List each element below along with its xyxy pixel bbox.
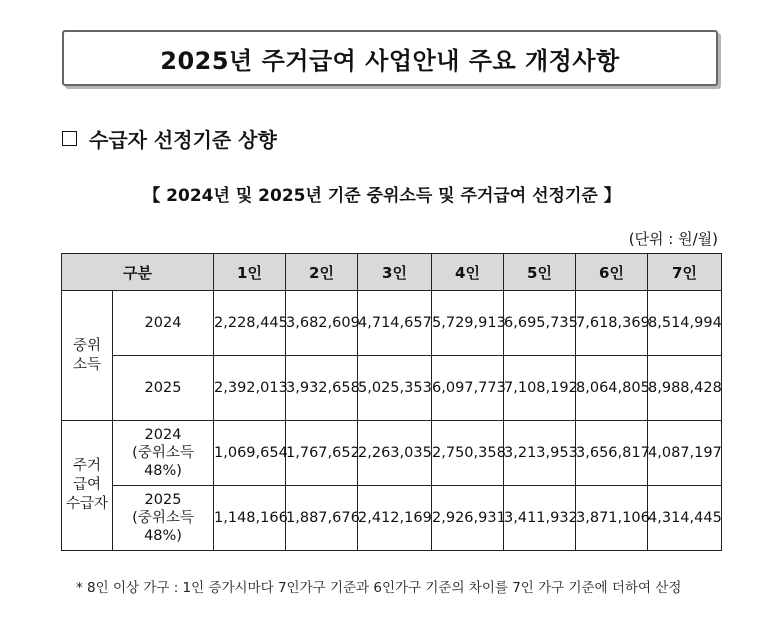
row-year: 2025 [144, 380, 182, 396]
header-cell-6p: 6인 [576, 254, 648, 291]
group-label-line: 중위 [72, 337, 101, 354]
row-year-note: (중위소득 48%) [132, 510, 194, 544]
group-label-line: 소득 [72, 356, 101, 373]
table-row [62, 356, 722, 421]
header-cell-4p: 4인 [432, 254, 504, 291]
table-row [62, 291, 722, 356]
row-year: 2024 [144, 427, 182, 443]
checkbox-square-icon [62, 131, 77, 146]
value-cell: 2,228,445 [214, 291, 286, 356]
value-cell: 3,871,106 [576, 486, 648, 551]
value-cell: 2,263,035 [358, 421, 432, 486]
value-cell: 8,064,805 [576, 356, 648, 421]
value-cell: 6,695,735 [504, 291, 576, 356]
group-label-line: 급여 [72, 477, 101, 493]
value-cell: 2,926,931 [432, 486, 504, 551]
table-header-row [62, 254, 722, 291]
value-cell: 8,988,428 [648, 356, 722, 421]
value-cell: 7,618,369 [576, 291, 648, 356]
table-caption: 【 2024년 및 2025년 기준 중위소득 및 주거급여 선정기준 】 [143, 186, 621, 206]
header-cell-7p: 7인 [648, 254, 722, 291]
value-cell: 5,729,913 [432, 291, 504, 356]
header-cell-1p: 1인 [214, 254, 286, 291]
row-year: 2025 [144, 492, 182, 508]
table-row [62, 421, 722, 486]
value-cell: 5,025,353 [358, 356, 432, 421]
unit-note: (단위 : 원/월) [628, 230, 718, 248]
value-cell: 4,714,657 [358, 291, 432, 356]
header-cell-2p: 2인 [286, 254, 358, 291]
header-cell-category: 구분 [62, 254, 214, 291]
value-cell: 3,682,609 [286, 291, 358, 356]
row-year-cell [113, 291, 214, 356]
section-heading [62, 124, 277, 153]
row-year-cell [113, 486, 214, 551]
value-cell: 3,932,658 [286, 356, 358, 421]
value-cell: 3,411,932 [504, 486, 576, 551]
row-year-cell [113, 421, 214, 486]
value-cell: 1,148,166 [214, 486, 286, 551]
section-heading-text: 수급자 선정기준 상향 [89, 128, 277, 152]
value-cell: 3,656,817 [576, 421, 648, 486]
document-title: 2025년 주거급여 사업안내 주요 개정사항 [160, 46, 620, 75]
group-label-median-income [62, 291, 113, 421]
selection-criteria-table [61, 253, 722, 551]
value-cell: 1,887,676 [286, 486, 358, 551]
table-row [62, 486, 722, 551]
value-cell: 4,314,445 [648, 486, 722, 551]
value-cell: 1,069,654 [214, 421, 286, 486]
header-cell-3p: 3인 [358, 254, 432, 291]
value-cell: 2,750,358 [432, 421, 504, 486]
value-cell: 3,213,953 [504, 421, 576, 486]
group-label-line: 주거 [72, 458, 101, 474]
document-title-box [62, 30, 718, 86]
value-cell: 2,392,013 [214, 356, 286, 421]
value-cell: 8,514,994 [648, 291, 722, 356]
value-cell: 2,412,169 [358, 486, 432, 551]
row-year-note: (중위소득 48%) [132, 445, 194, 479]
value-cell: 7,108,192 [504, 356, 576, 421]
value-cell: 4,087,197 [648, 421, 722, 486]
value-cell: 1,767,652 [286, 421, 358, 486]
group-label-housing-benefit [62, 421, 113, 551]
row-year: 2024 [144, 315, 182, 331]
row-year-cell [113, 356, 214, 421]
footnote: * 8인 이상 가구 : 1인 증가시마다 7인가구 기준과 6인가구 기준의 차이를 7인 가구 기준에 더하여 산정 [76, 580, 682, 596]
value-cell: 6,097,773 [432, 356, 504, 421]
header-cell-5p: 5인 [504, 254, 576, 291]
group-label-line: 수급자 [65, 496, 109, 512]
